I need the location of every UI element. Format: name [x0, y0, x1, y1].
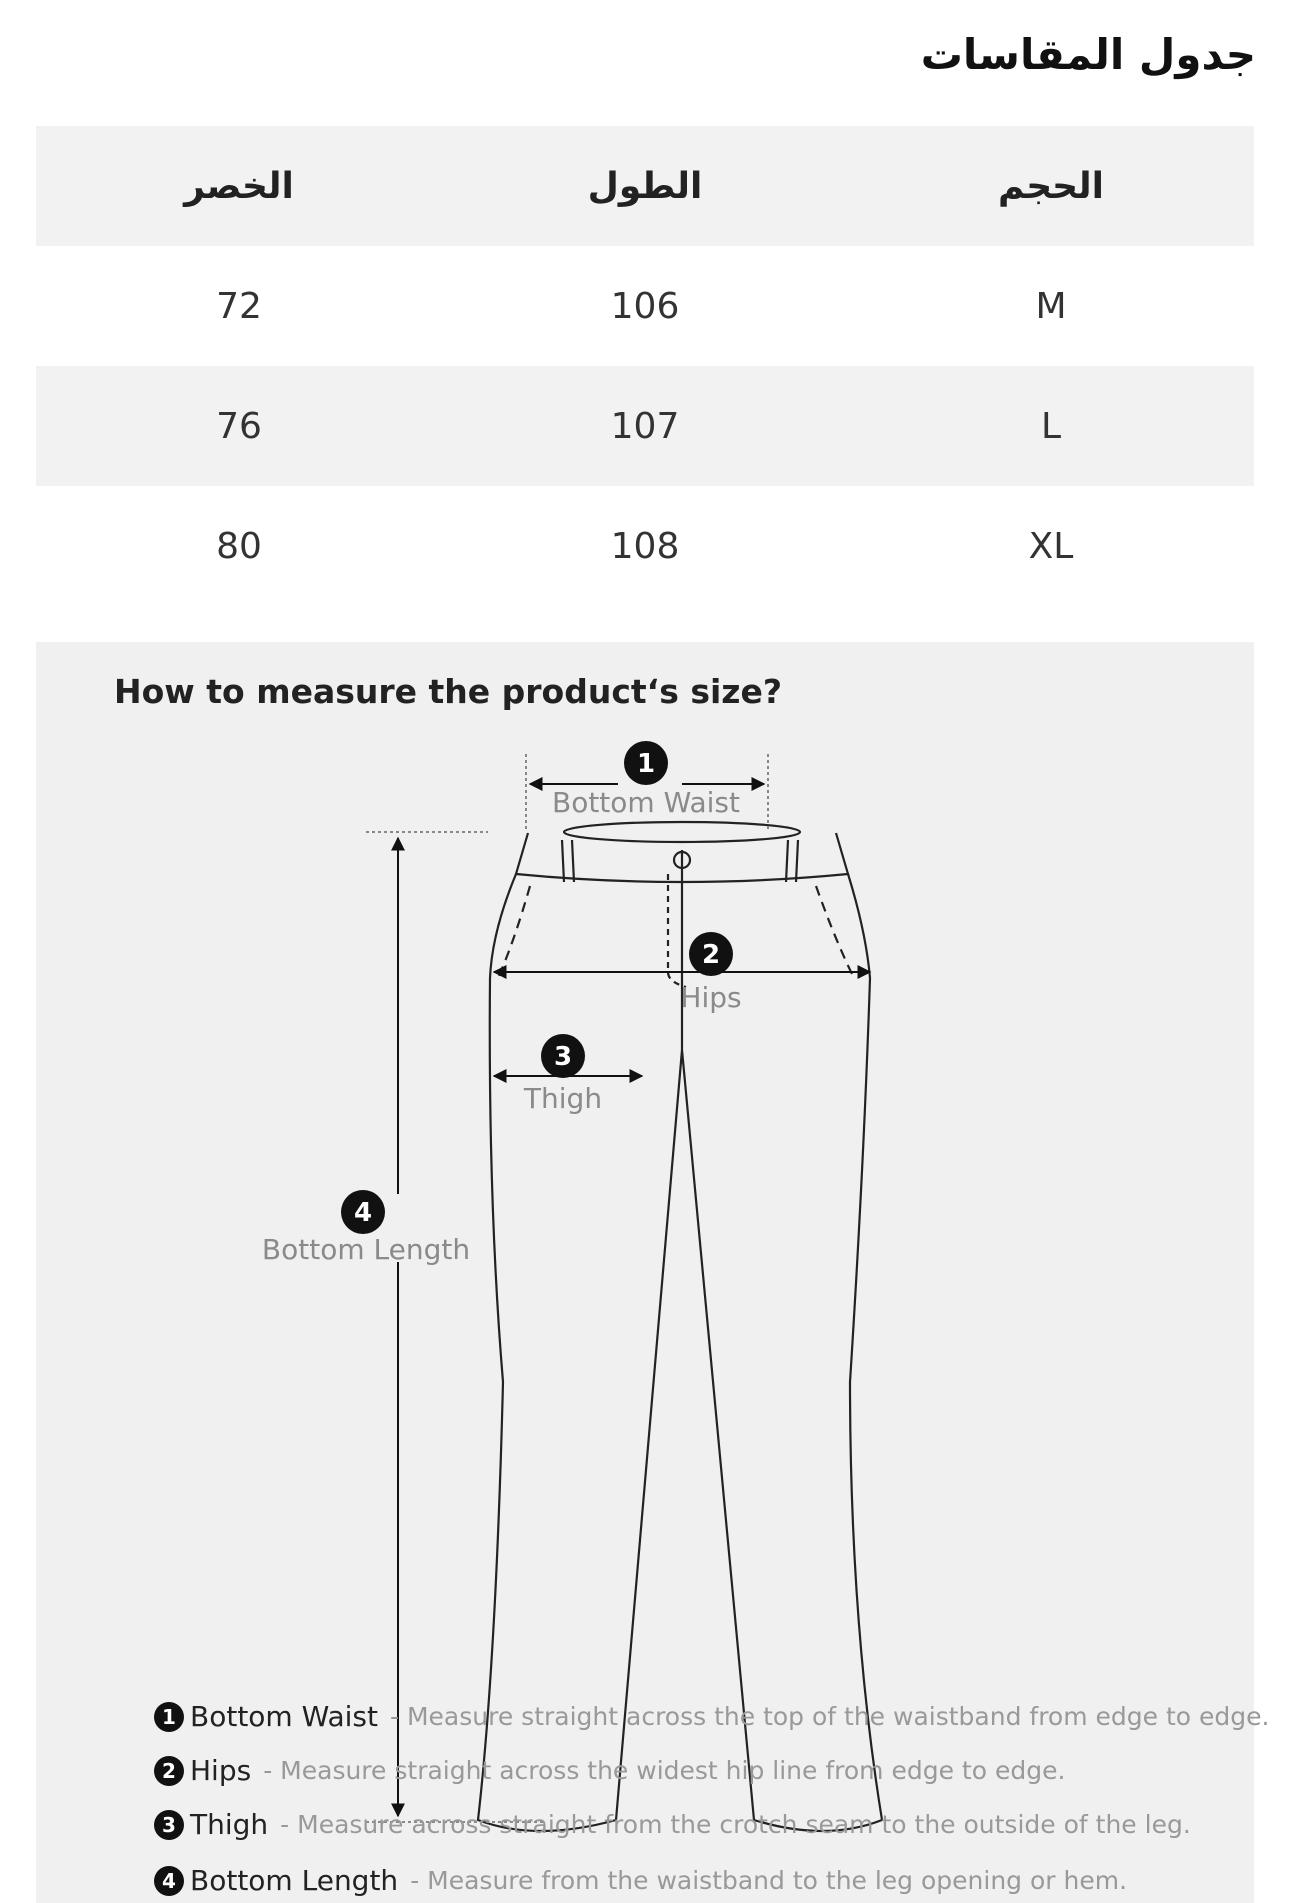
- legend-number-icon: 4: [154, 1866, 184, 1896]
- legend-number-icon: 3: [154, 1810, 184, 1840]
- guide-title: How to measure the product‘s size?: [114, 672, 783, 711]
- cell-length: 107: [610, 405, 680, 447]
- marker-2-label: 2: [701, 940, 721, 970]
- size-table: [36, 126, 1254, 606]
- legend-item: [154, 1700, 1269, 1733]
- marker-4-label: 4: [353, 1198, 373, 1228]
- legend-term: Bottom Length: [190, 1864, 399, 1897]
- table-header-row: [36, 126, 1254, 246]
- legend-description: - Measure across straight from the crotch seam to the outside of the leg.: [280, 1810, 1191, 1839]
- cell-size: M: [1035, 285, 1067, 327]
- table-row: [36, 246, 1254, 366]
- header-length: الطول: [587, 165, 703, 207]
- cell-waist: 80: [216, 525, 262, 567]
- legend-term: Bottom Waist: [190, 1700, 379, 1733]
- legend-item: [154, 1808, 1191, 1841]
- legend-description: - Measure straight across the widest hip line from edge to edge.: [263, 1756, 1066, 1785]
- marker-1-label: 1: [636, 749, 656, 779]
- cell-length: 106: [610, 285, 680, 327]
- header-size: الحجم: [998, 165, 1104, 207]
- cell-size: XL: [1028, 525, 1074, 567]
- table-row: [36, 366, 1254, 486]
- measure-guide: [36, 642, 1270, 1903]
- marker-3-label: 3: [553, 1042, 573, 1072]
- cell-size: L: [1040, 405, 1062, 447]
- thigh-label: Thigh: [523, 1082, 603, 1115]
- header-waist: الخصر: [184, 165, 294, 207]
- cell-waist: 76: [216, 405, 262, 447]
- length-measure: [366, 832, 546, 1822]
- waist-label: Bottom Waist: [551, 786, 741, 819]
- legend-description: - Measure straight across the top of the waistband from edge to edge.: [390, 1702, 1270, 1731]
- legend-number-icon: 1: [154, 1702, 184, 1732]
- legend-term: Thigh: [190, 1808, 269, 1841]
- length-label: Bottom Length: [261, 1233, 471, 1266]
- legend-number-icon: 2: [154, 1756, 184, 1786]
- table-row: [36, 486, 1254, 606]
- legend-term: Hips: [190, 1754, 252, 1787]
- legend-item: [154, 1864, 1127, 1897]
- legend-item: [154, 1754, 1065, 1787]
- legend-description: - Measure from the waistband to the leg opening or hem.: [410, 1866, 1128, 1895]
- cell-waist: 72: [216, 285, 262, 327]
- page-title: جدول المقاسات: [920, 30, 1256, 79]
- cell-length: 108: [610, 525, 680, 567]
- hips-label: Hips: [680, 981, 742, 1014]
- pants-outline: [478, 822, 882, 1831]
